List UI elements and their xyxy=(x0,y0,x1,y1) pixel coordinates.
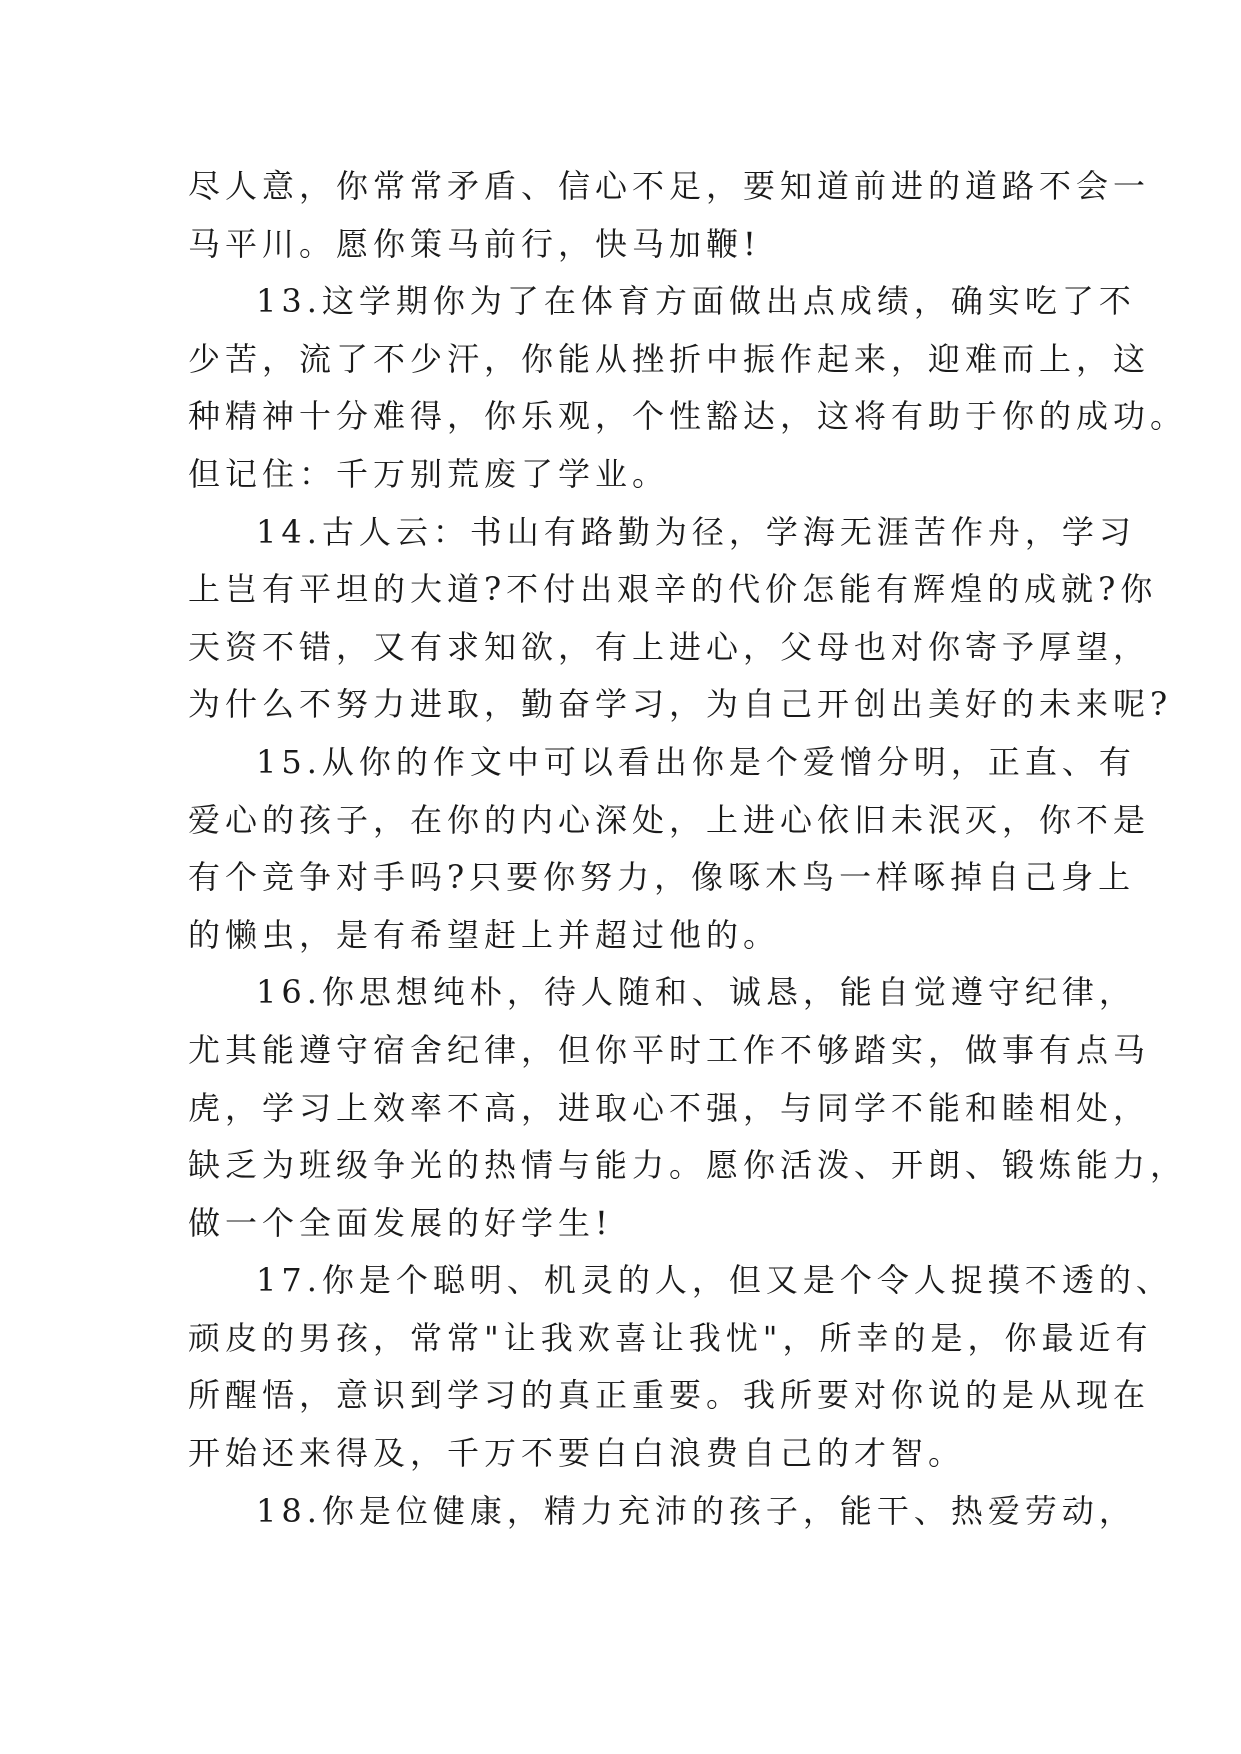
paragraph-13-start: 13.这学期你为了在体育方面做出点成绩，确实吃了不 xyxy=(256,282,1136,321)
document-body xyxy=(188,158,1188,1540)
paragraph-18-start: 18.你是位健康，精力充沛的孩子，能干、热爱劳动， xyxy=(256,1491,1136,1530)
text-line: 做一个全面发展的好学生! xyxy=(188,1203,613,1242)
text-line: 天资不错，又有求知欲，有上进心，父母也对你寄予厚望， xyxy=(188,627,1151,666)
text-line: 上岂有平坦的大道?不付出艰辛的代价怎能有辉煌的成就?你 xyxy=(188,570,1158,609)
paragraph-15-start: 15.从你的作文中可以看出你是个爱憎分明，正直、有 xyxy=(256,742,1136,781)
text-line: 尤其能遵守宿舍纪律，但你平时工作不够踏实，做事有点马 xyxy=(188,1030,1151,1069)
text-line: 马平川。愿你策马前行，快马加鞭! xyxy=(188,224,761,263)
text-line: 但记住：千万别荒废了学业。 xyxy=(188,454,670,493)
text-line: 有个竞争对手吗?只要你努力，像啄木鸟一样啄掉自己身上 xyxy=(188,858,1136,897)
text-line: 爱心的孩子，在你的内心深处，上进心依旧未泯灭，你不是 xyxy=(188,800,1151,839)
paragraph-16-start: 16.你思想纯朴，待人随和、诚恳，能自觉遵守纪律， xyxy=(256,973,1136,1012)
text-line: 少苦，流了不少汗，你能从挫折中振作起来，迎难而上，这 xyxy=(188,339,1151,378)
text-line: 尽人意，你常常矛盾、信心不足，要知道前进的道路不会一 xyxy=(188,167,1151,205)
text-line: 为什么不努力进取，勤奋学习，为自己开创出美好的未来呢? xyxy=(188,685,1173,724)
text-line: 所醒悟，意识到学习的真正重要。我所要对你说的是从现在 xyxy=(188,1376,1151,1415)
text-line: 种精神十分难得，你乐观，个性豁达，这将有助于你的成功。 xyxy=(188,397,1188,436)
text-line: 的懒虫，是有希望赶上并超过他的。 xyxy=(188,915,781,954)
paragraph-17-start: 17.你是个聪明、机灵的人，但又是个令人捉摸不透的、 xyxy=(256,1261,1173,1300)
text-line: 虎，学习上效率不高，进取心不强，与同学不能和睦相处， xyxy=(188,1088,1151,1127)
text-line: 缺乏为班级争光的热情与能力。愿你活泼、开朗、锻炼能力， xyxy=(188,1146,1188,1185)
text-line: 顽皮的男孩，常常"让我欢喜让我忧"，所幸的是，你最近有 xyxy=(188,1318,1153,1357)
text-line: 开始还来得及，千万不要白白浪费自己的才智。 xyxy=(188,1434,966,1473)
paragraph-14-start: 14.古人云：书山有路勤为径，学海无涯苦作舟，学习 xyxy=(256,512,1136,551)
